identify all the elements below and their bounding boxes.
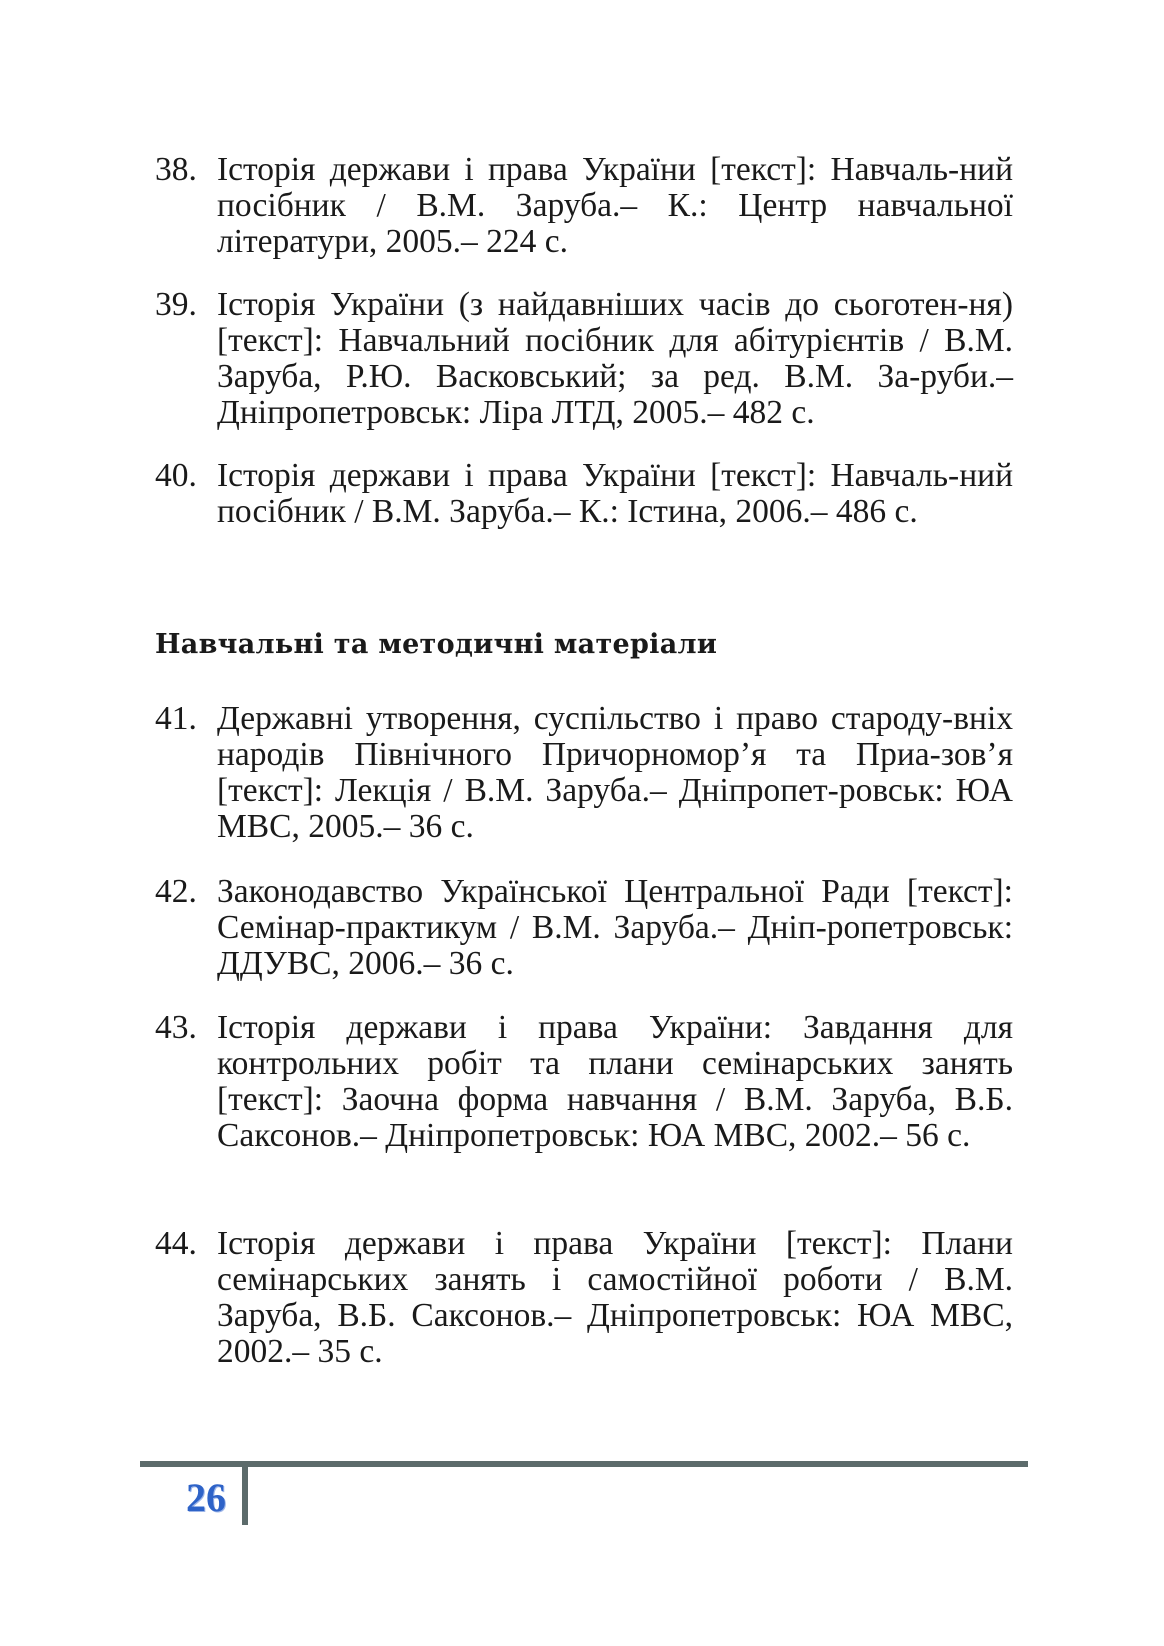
entry-text: Історія держави і права України [текст]: Навчаль-ний посібник / В.М. Заруба.– К.: Центр навчальної літератури, 2005.– 224 с. <box>217 151 1013 260</box>
bibliography-entry-40 <box>155 458 1013 530</box>
entry-number: 40. <box>155 457 197 494</box>
bibliography-entry-39 <box>155 287 1013 431</box>
bibliography-entry-42 <box>155 874 1013 982</box>
entry-text: Історія України (з найдавніших часів до сьоготен-ня) [текст]: Навчальний посібник для абітурієнтів / В.М. Заруба, Р.Ю. Васковський; за ред. В.М. За-руби.– Дніпропетровськ: Ліра ЛТД, 2005.– 482 с. <box>217 286 1013 431</box>
bibliography-entry-44 <box>155 1226 1013 1370</box>
entry-text: Історія держави і права України: Завдання для контрольних робіт та плани семінарських занять [текст]: Заочна форма навчання / В.М. Заруба, В.Б. Саксонов.– Дніпропетровськ: ЮА МВС, 2002.– 56 с. <box>217 1009 1013 1154</box>
bibliography-entry-43 <box>155 1010 1013 1154</box>
footer-rule <box>140 1461 1028 1467</box>
entry-number: 44. <box>155 1225 197 1262</box>
bibliography-entry-41 <box>155 701 1013 845</box>
entry-number: 42. <box>155 873 197 910</box>
entry-number: 43. <box>155 1009 197 1046</box>
entry-number: 41. <box>155 700 197 737</box>
entry-number: 38. <box>155 151 197 188</box>
section-heading: Навчальні та методичні матеріали <box>155 629 718 660</box>
entry-text: Державні утворення, суспільство і право староду-вніх народів Північного Причорномор’я та Приа-зов’я [текст]: Лекція / В.М. Заруба.– Дніпропет-ровськ: ЮА МВС, 2005.– 36 с. <box>217 700 1013 845</box>
entry-text: Законодавство Української Центральної Ради [текст]: Семінар-практикум / В.М. Заруба.– Дніп-ропетровськ: ДДУВС, 2006.– 36 с. <box>217 873 1013 982</box>
entry-number: 39. <box>155 286 197 323</box>
bibliography-entry-38 <box>155 152 1013 260</box>
entry-text: Історія держави і права України [текст]: Навчаль-ний посібник / В.М. Заруба.– К.: Істина, 2006.– 486 с. <box>217 457 1013 530</box>
entry-text: Історія держави і права України [текст]: Плани семінарських занять і самостійної роботи / В.М. Заруба, В.Б. Саксонов.– Дніпропетровськ: ЮА МВС, 2002.– 35 с. <box>217 1225 1013 1370</box>
page-number: 26 <box>186 1475 226 1520</box>
footer-divider <box>242 1463 248 1525</box>
